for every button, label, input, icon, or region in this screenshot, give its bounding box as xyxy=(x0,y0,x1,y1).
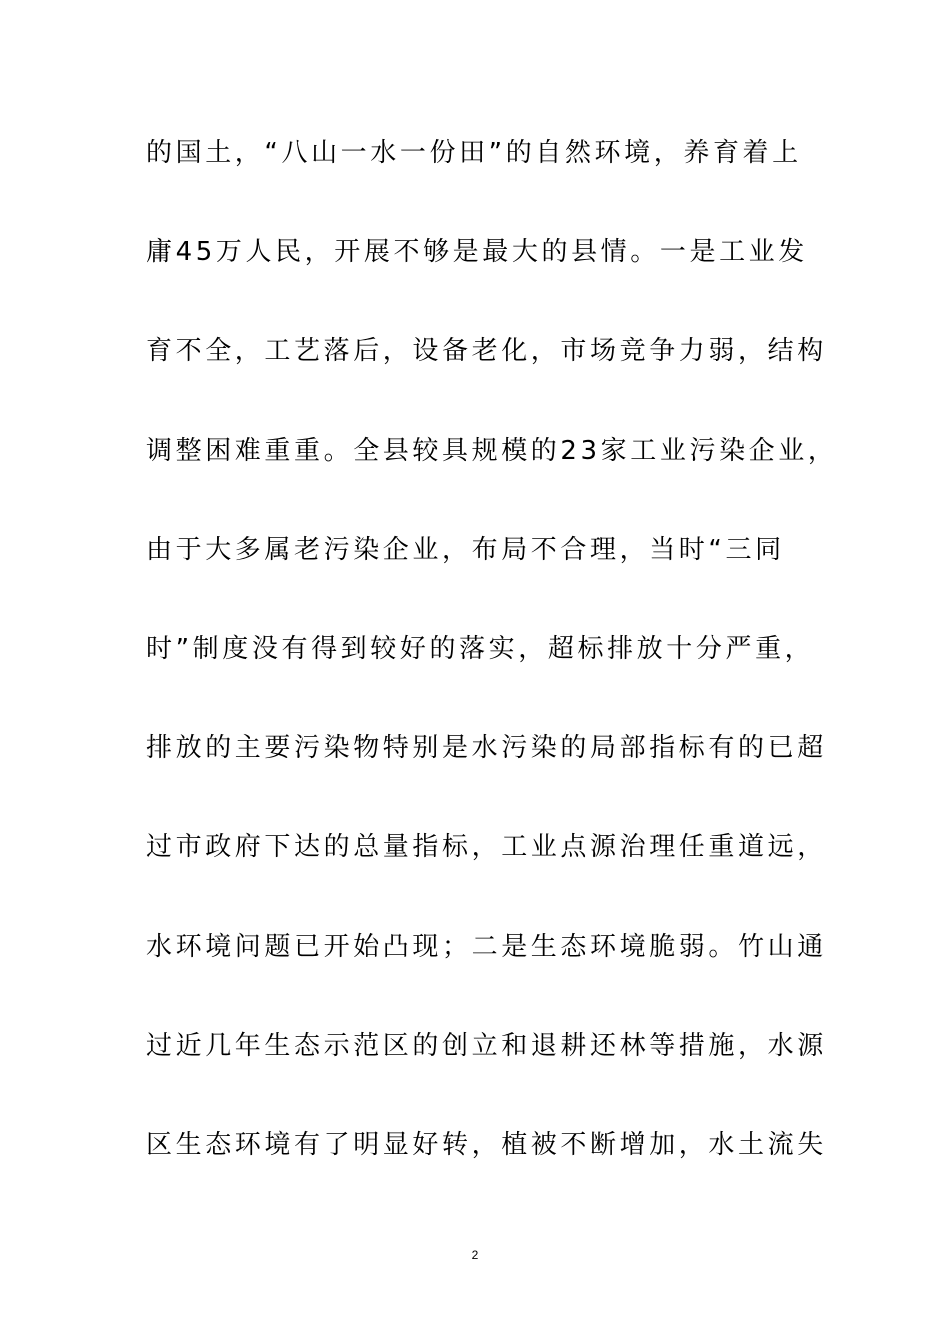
text-line: 时”制度没有得到较好的落实，超标排放十分严重， xyxy=(146,633,815,664)
text-line: 的国土，“八山一水一份田”的自然环境，养育着上 xyxy=(146,138,802,168)
body-text xyxy=(146,127,838,1218)
text-line: 庸45万人民，开展不够是最大的县情。一是工业发 xyxy=(146,237,808,268)
text-line: 排放的主要污染物特别是水污染的局部指标有的已超 xyxy=(146,733,827,764)
page-number: 2 xyxy=(471,1248,479,1262)
text-line: 过市政府下达的总量指标，工业点源治理任重道远， xyxy=(146,832,827,863)
text-line: 过近几年生态示范区的创立和退耕还林等措施，水源 xyxy=(146,1030,827,1061)
text-line: 水环境问题已开始凸现；二是生态环境脆弱。竹山通 xyxy=(146,931,827,962)
text-line: 由于大多属老污染企业，布局不合理，当时“三同 xyxy=(146,534,785,565)
text-line: 调整困难重重。全县较具规模的23家工业污染企业， xyxy=(146,435,838,466)
text-line: 育不全，工艺落后，设备老化，市场竞争力弱，结构 xyxy=(146,336,827,367)
text-line: 区生态环境有了明显好转，植被不断增加，水土流失 xyxy=(146,1129,827,1160)
